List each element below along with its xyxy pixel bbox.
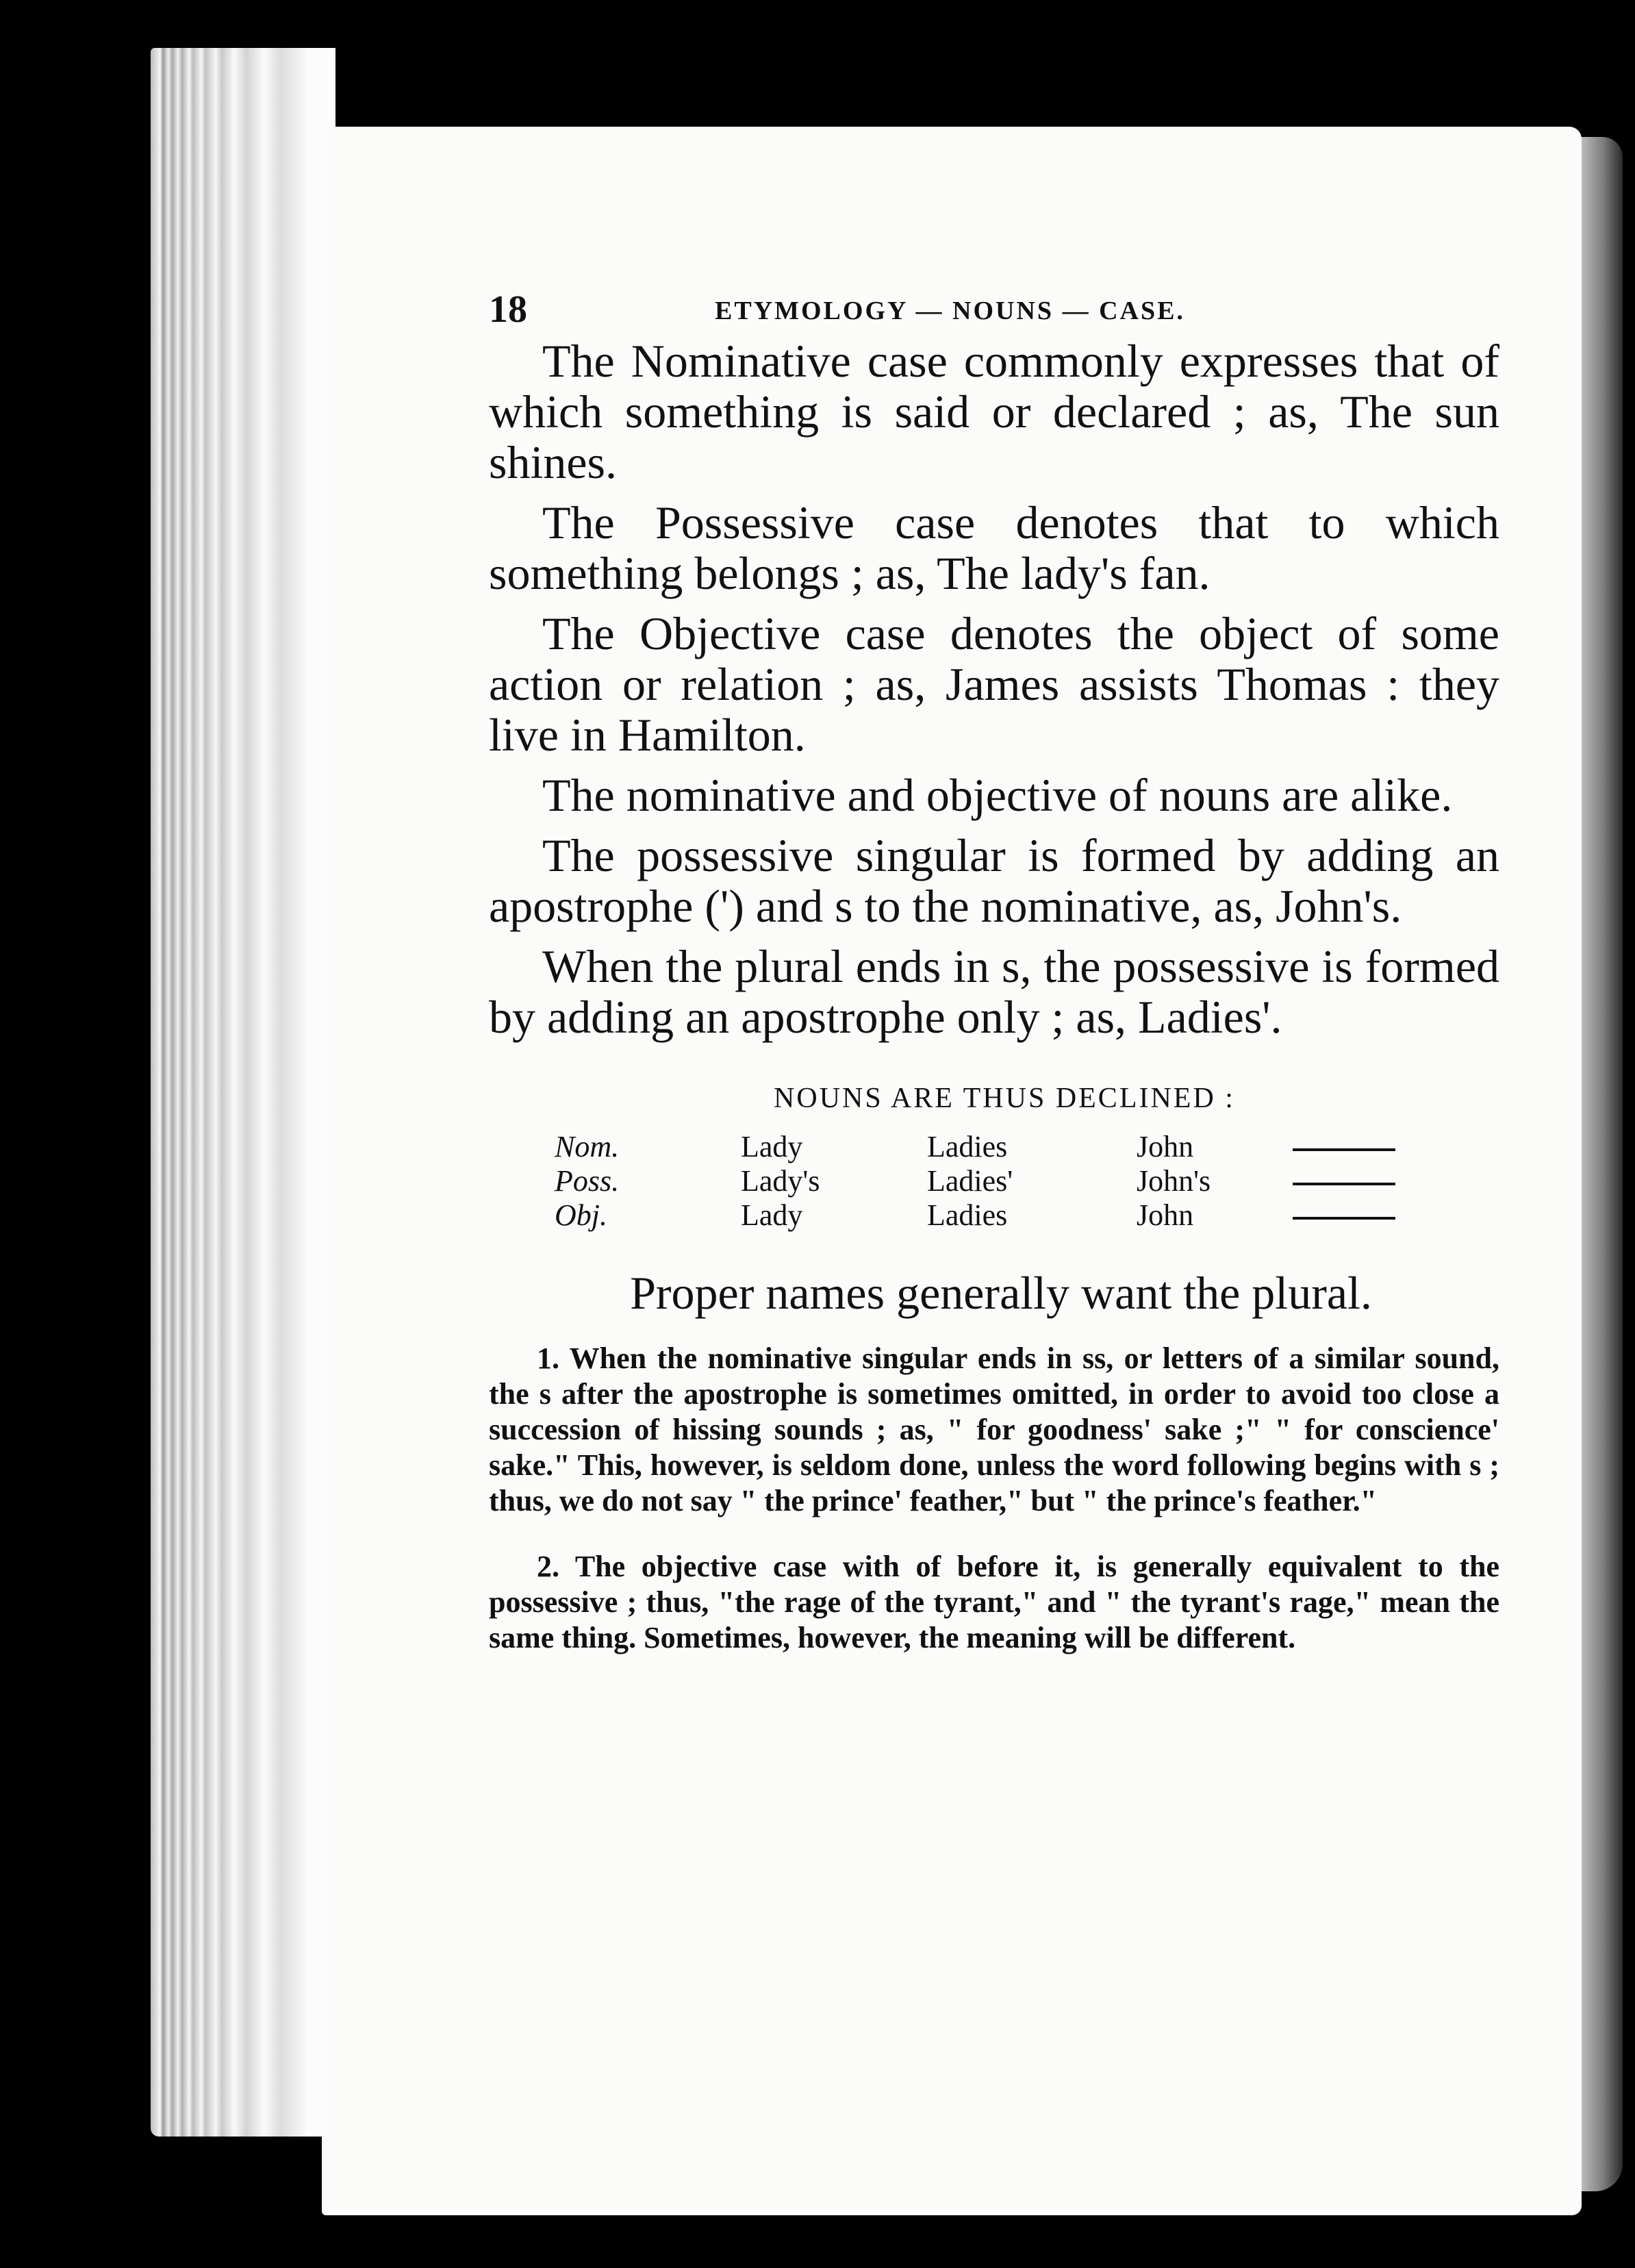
declension-title: NOUNS ARE THUS DECLINED :	[774, 1083, 1235, 1114]
table-row	[555, 1198, 1402, 1233]
page-number: 18	[489, 288, 527, 331]
page-stack-edge	[151, 48, 335, 2137]
table-cell: John	[1137, 1130, 1194, 1163]
page-curl-shadow	[1575, 137, 1623, 2191]
table-cell: John's	[1137, 1164, 1211, 1198]
running-title: ETYMOLOGY — NOUNS — CASE.	[715, 297, 1185, 325]
paragraph-nominative: The Nominative case commonly expresses that of which something is said or declared ; as, The sun shines.	[489, 335, 1499, 488]
table-cell: Ladies	[927, 1130, 1008, 1163]
table-cell: John	[1137, 1198, 1194, 1232]
table-cell: Lady	[741, 1130, 803, 1163]
paragraph-possessive-plural: When the plural ends in s, the possessive is formed by adding an apostrophe only ; as, Ladies'.	[489, 940, 1499, 1043]
footnote-1: 1. When the nominative singular ends in ss, or letters of a similar sound, the s after the apostrophe is sometimes omitted, in order to avoid too close a succession of hissing sounds ; as, " for goodness' sake ;" " for conscience' sake." This, however, is seldom done, unless the word following begins with s ; thus, we do not say " the prince' feather," but " the prince's feather."	[489, 1341, 1499, 1517]
page-content	[489, 281, 1499, 1686]
blank-dash	[1293, 1164, 1402, 1198]
table-cell: Lady's	[741, 1164, 820, 1198]
case-label: Nom.	[555, 1130, 620, 1163]
table-row	[555, 1130, 1402, 1164]
paragraph-possessive-singular: The possessive singular is formed by adding an apostrophe (') and s to the nominative, as, John's.	[489, 829, 1499, 932]
table-cell: Ladies'	[927, 1164, 1013, 1198]
running-head	[489, 281, 1499, 336]
paragraph-possessive: The Possessive case denotes that to which something belongs ; as, The lady's fan.	[489, 496, 1499, 599]
footnote-2: 2. The objective case with of before it, is generally equivalent to the possessive ; thus, "the rage of the tyrant," and " the tyrant's rage," mean the same thing. Sometimes, however, the meaning will be different.	[489, 1550, 1499, 1654]
declension-table	[555, 1130, 1402, 1233]
proper-names-rule: Proper names generally want the plural.	[630, 1267, 1372, 1319]
table-row	[555, 1164, 1402, 1198]
paragraph-alike: The nominative and objective of nouns are alike.	[542, 769, 1453, 821]
paragraph-objective: The Objective case denotes the object of some action or relation ; as, James assists Thomas : they live in Hamilton.	[489, 607, 1499, 761]
table-cell: Ladies	[927, 1198, 1008, 1232]
blank-dash	[1293, 1198, 1402, 1233]
case-label: Obj.	[555, 1198, 607, 1232]
table-cell: Lady	[741, 1198, 803, 1232]
case-label: Poss.	[555, 1164, 620, 1198]
blank-dash	[1293, 1130, 1402, 1164]
